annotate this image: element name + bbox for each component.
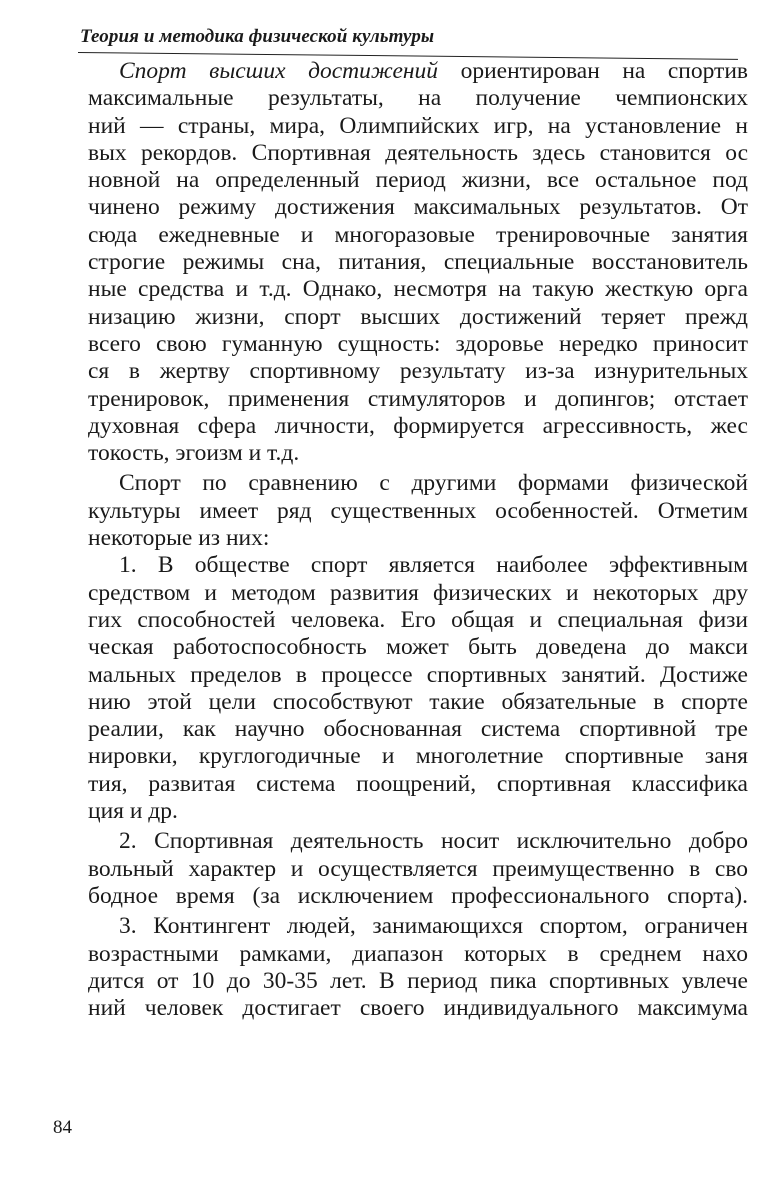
text-line: тренировок, применения стимуляторов и допингов; отстает [88, 385, 748, 412]
text-line: вольный характер и осуществляется преимущественно в сво [88, 855, 748, 882]
text-line: нию этой цели способствуют такие обязательные в спорте [88, 688, 748, 715]
page-number: 84 [53, 1117, 72, 1138]
text-line: мальных пределов в процессе спортивных занятий. Достиже [88, 661, 748, 688]
text-line: низацию жизни, спорт высших достижений теряет прежд [88, 303, 748, 330]
text-line: тия, развитая система поощрений, спортивная классифика [88, 770, 748, 797]
text-line: ний человек достигает своего индивидуального максимума [88, 995, 748, 1022]
text-line: бодное время (за исключением профессионального спорта). [88, 882, 748, 909]
text-line: ся в жертву спортивному результату из-за изнурительных [88, 358, 748, 385]
text-line: новной на определенный период жизни, все остальное под [88, 167, 748, 194]
text-line: 1. В обществе спорт является наиболее эффективным [119, 552, 748, 579]
text-line: чинено режиму достижения максимальных результатов. От [88, 194, 748, 221]
text-line: ческая работоспособность может быть доведена до макси [88, 634, 748, 661]
text-line: ний — страны, мира, Олимпийских игр, на установление н [88, 112, 748, 139]
italic-term: Спорт высших достижений [119, 58, 439, 84]
text-line: ные средства и т.д. Однако, несмотря на такую жесткую орга [88, 276, 748, 303]
running-header: Теория и методика физической культуры [80, 26, 435, 47]
text-line: культуры имеет ряд существенных особенностей. Отметим [88, 497, 748, 524]
text-line: максимальные результаты, на получение чемпионских [88, 85, 748, 112]
text-line: сюда ежедневные и многоразовые тренировочные занятия [88, 221, 748, 248]
text-line: Спорт по сравнению с другими формами физической [119, 470, 748, 497]
text-line: гих способностей человека. Его общая и специальная физи [88, 606, 748, 633]
text-line: вых рекордов. Спортивная деятельность здесь становится ос [88, 139, 748, 166]
text-line: Спорт высших достижений ориентирован на спортив [119, 58, 748, 84]
text-line: строгие режимы сна, питания, специальные восстановитель [88, 249, 748, 276]
text-body [88, 58, 748, 1022]
text-line: нировки, круглогодичные и многолетние спортивные заня [88, 743, 748, 770]
text-line: дится от 10 до 30-35 лет. В период пика спортивных увлече [88, 967, 748, 994]
text-line: 3. Контингент людей, занимающихся спортом, ограничен [119, 913, 748, 940]
text-line: ция и др. [88, 798, 178, 825]
text-line: всего свою гуманную сущность: здоровье нередко приносит [88, 330, 748, 357]
text-line: некоторые из них: [88, 525, 270, 552]
text-line: 2. Спортивная деятельность носит исключительно добро [119, 828, 748, 855]
text-line: токость, эгоизм и т.д. [88, 440, 300, 467]
text-line: духовная сфера личности, формируется агрессивность, жес [88, 412, 748, 439]
text-line: реалии, как научно обоснованная система спортивной тре [88, 716, 748, 743]
text-line: возрастными рамками, диапазон которых в среднем нахо [88, 940, 748, 967]
text-line: средством и методом развития физических и некоторых дру [88, 579, 748, 606]
